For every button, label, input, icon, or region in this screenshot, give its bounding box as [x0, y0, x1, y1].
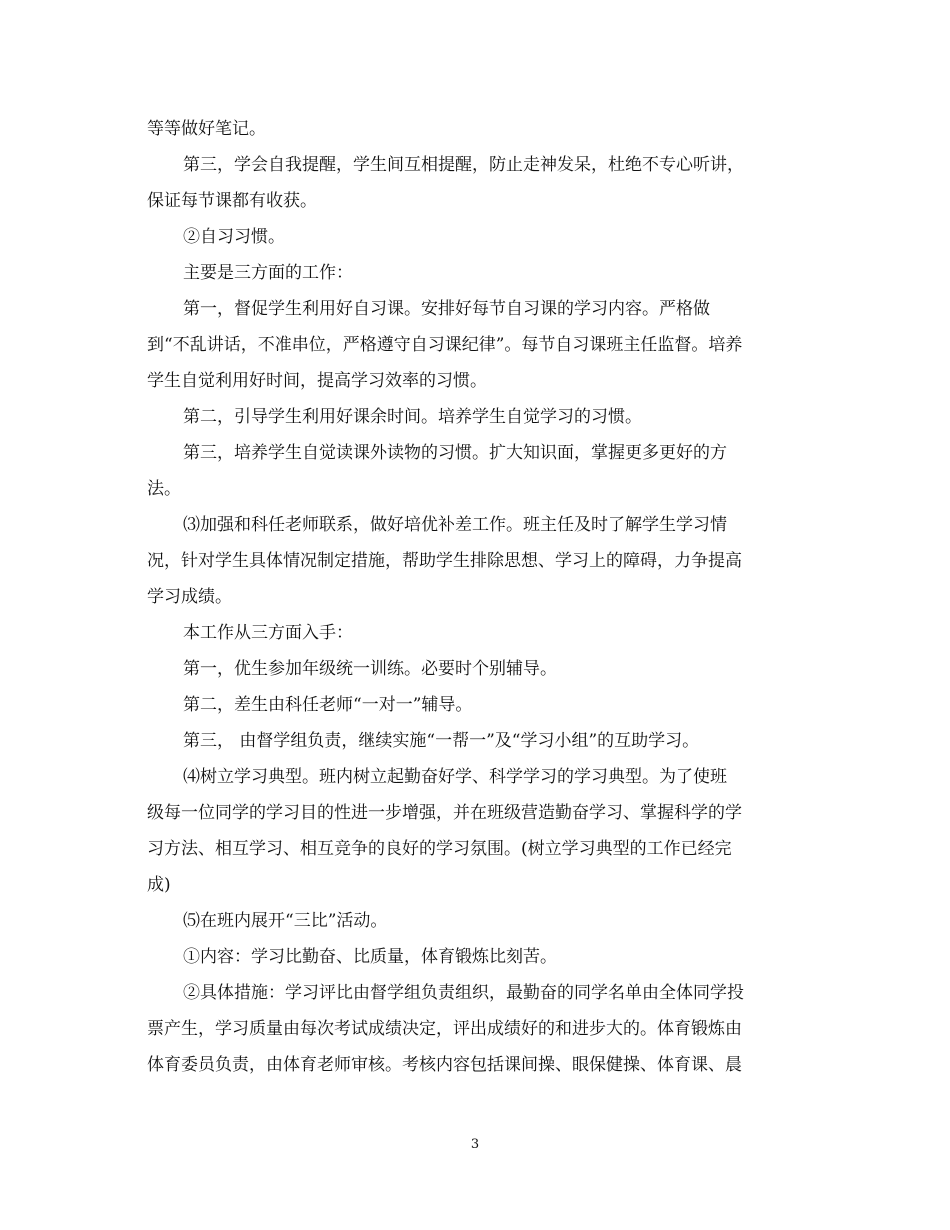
text-line: 习方法、相互学习、相互竞争的良好的学习氛围。(树立学习典型的工作已经完	[147, 839, 732, 859]
text-line: ⑷树立学习典型。班内树立起勤奋好学、科学学习的学习典型。为了使班	[183, 767, 727, 787]
text-line: 体育委员负责，由体育老师审核。考核内容包括课间操、眼保健操、体育课、晨	[147, 1055, 742, 1075]
text-line: 级每一位同学的学习目的性进一步增强，并在班级营造勤奋学习、掌握科学的学	[147, 803, 742, 823]
text-line: 到“不乱讲话，不准串位，严格遵守自习课纪律”。每节自习课班主任监督。培养	[147, 335, 743, 355]
text-line: 第三， 由督学组负责，继续实施“一帮一”及“学习小组”的互助学习。	[183, 731, 700, 751]
text-line: 第二，引导学生利用好课余时间。培养学生自觉学习的习惯。	[183, 407, 642, 427]
text-line: ⑶加强和科任老师联系，做好培优补差工作。班主任及时了解学生学习情	[183, 515, 727, 535]
text-line: 成)	[147, 875, 171, 895]
text-line: 学习成绩。	[147, 587, 232, 607]
text-line: 等等做好笔记。	[147, 119, 266, 139]
text-line: 学生自觉利用好时间，提高学习效率的习惯。	[147, 371, 487, 391]
text-line: 主要是三方面的工作：	[183, 263, 353, 283]
text-line: ②具体措施：学习评比由督学组负责组织，最勤奋的同学名单由全体同学投	[183, 983, 744, 1003]
text-line: 况，针对学生具体情况制定措施，帮助学生排除思想、学习上的障碍，力争提高	[147, 551, 742, 571]
text-line: 第三，培养学生自觉读课外读物的习惯。扩大知识面，掌握更多更好的方	[183, 443, 727, 463]
text-line: 保证每节课都有收获。	[147, 191, 317, 211]
text-line: 第一，督促学生利用好自习课。安排好每节自习课的学习内容。严格做	[183, 299, 710, 319]
document-body	[147, 111, 807, 1083]
text-line: ①内容：学习比勤奋、比质量，体育锻炼比刻苦。	[183, 947, 557, 967]
text-line: 第二，差生由科任老师“一对一”辅导。	[183, 695, 473, 715]
text-line: ⑸在班内展开“三比”活动。	[183, 911, 388, 931]
text-line: 第三，学会自我提醒，学生间互相提醒，防止走神发呆，杜绝不专心听讲，	[183, 155, 744, 175]
text-line: ②自习习惯。	[183, 227, 285, 247]
text-line: 法。	[147, 479, 181, 499]
text-line: 票产生，学习质量由每次考试成绩决定，评出成绩好的和进步大的。体育锻炼由	[147, 1019, 742, 1039]
text-line: 本工作从三方面入手：	[183, 623, 353, 643]
text-line: 第一，优生参加年级统一训练。必要时个别辅导。	[183, 659, 557, 679]
page-number: 3	[470, 1137, 480, 1152]
